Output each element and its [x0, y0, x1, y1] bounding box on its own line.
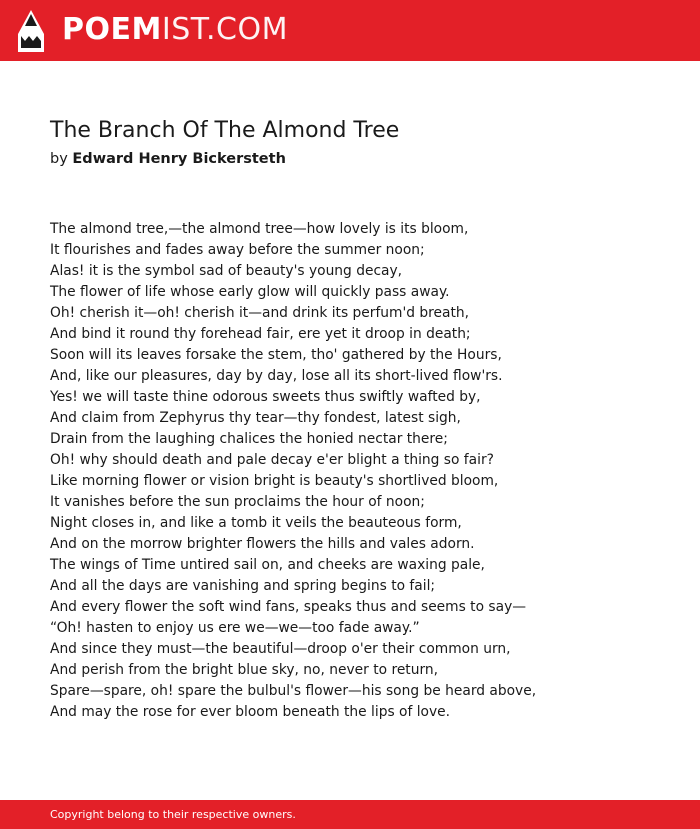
poem-line: The flower of life whose early glow will quickly pass away. — [50, 284, 450, 300]
poem-author: Edward Henry Bickersteth — [72, 151, 286, 167]
poem-line: And may the rose for ever bloom beneath the lips of love. — [50, 704, 451, 720]
site-logo[interactable] — [62, 13, 288, 47]
poem-line: Night closes in, and like a tomb it veils the beauteous form, — [50, 515, 462, 531]
poem-line: And all the days are vanishing and spring begins to fail; — [50, 578, 436, 594]
poem-body — [50, 219, 536, 723]
poem-line: Oh! cherish it—oh! cherish it—and drink its perfum'd breath, — [50, 305, 470, 321]
logo-text-light: IST.COM — [161, 12, 288, 47]
poem-line: And since they must—the beautiful—droop o'er their common urn, — [50, 641, 511, 657]
poem-line: Like morning flower or vision bright is beauty's shortlived bloom, — [50, 473, 499, 489]
poem-line: And perish from the bright blue sky, no, never to return, — [50, 662, 439, 678]
poem-title: The Branch Of The Almond Tree — [50, 118, 400, 143]
poem-line: And claim from Zephyrus thy tear—thy fondest, latest sigh, — [50, 410, 461, 426]
poem-line: And bind it round thy forehead fair, ere yet it droop in death; — [50, 326, 471, 342]
poem-line: And every flower the soft wind fans, speaks thus and seems to say— — [50, 599, 527, 615]
poem-byline — [50, 149, 286, 169]
poem-line: It flourishes and fades away before the summer noon; — [50, 242, 425, 258]
poem-line: Yes! we will taste thine odorous sweets thus swiftly wafted by, — [50, 389, 481, 405]
poem-line: And on the morrow brighter flowers the hills and vales adorn. — [50, 536, 475, 552]
by-label: by — [50, 151, 68, 167]
logo-text-bold: POEM — [62, 12, 162, 47]
poem-line: And, like our pleasures, day by day, lose all its short-lived flow'rs. — [50, 368, 503, 384]
poem-line: Oh! why should death and pale decay e'er blight a thing so fair? — [50, 452, 494, 468]
copyright-notice: Copyright belong to their respective owners. — [50, 808, 296, 821]
site-header — [0, 0, 700, 61]
poem-line: Spare—spare, oh! spare the bulbul's flower—his song be heard above, — [50, 683, 537, 699]
poem-line: It vanishes before the sun proclaims the hour of noon; — [50, 494, 425, 510]
poem-line: “Oh! hasten to enjoy us ere we—we—too fade away.” — [50, 620, 420, 636]
poem-line: The wings of Time untired sail on, and cheeks are waxing pale, — [50, 557, 485, 573]
site-footer — [0, 800, 700, 829]
poem-line: Alas! it is the symbol sad of beauty's young decay, — [50, 263, 403, 279]
poem-line: The almond tree,—the almond tree—how lovely is its bloom, — [50, 221, 469, 237]
poem-line: Soon will its leaves forsake the stem, tho' gathered by the Hours, — [50, 347, 502, 363]
pencil-tip-icon[interactable] — [18, 10, 44, 52]
poem-line: Drain from the laughing chalices the honied nectar there; — [50, 431, 448, 447]
